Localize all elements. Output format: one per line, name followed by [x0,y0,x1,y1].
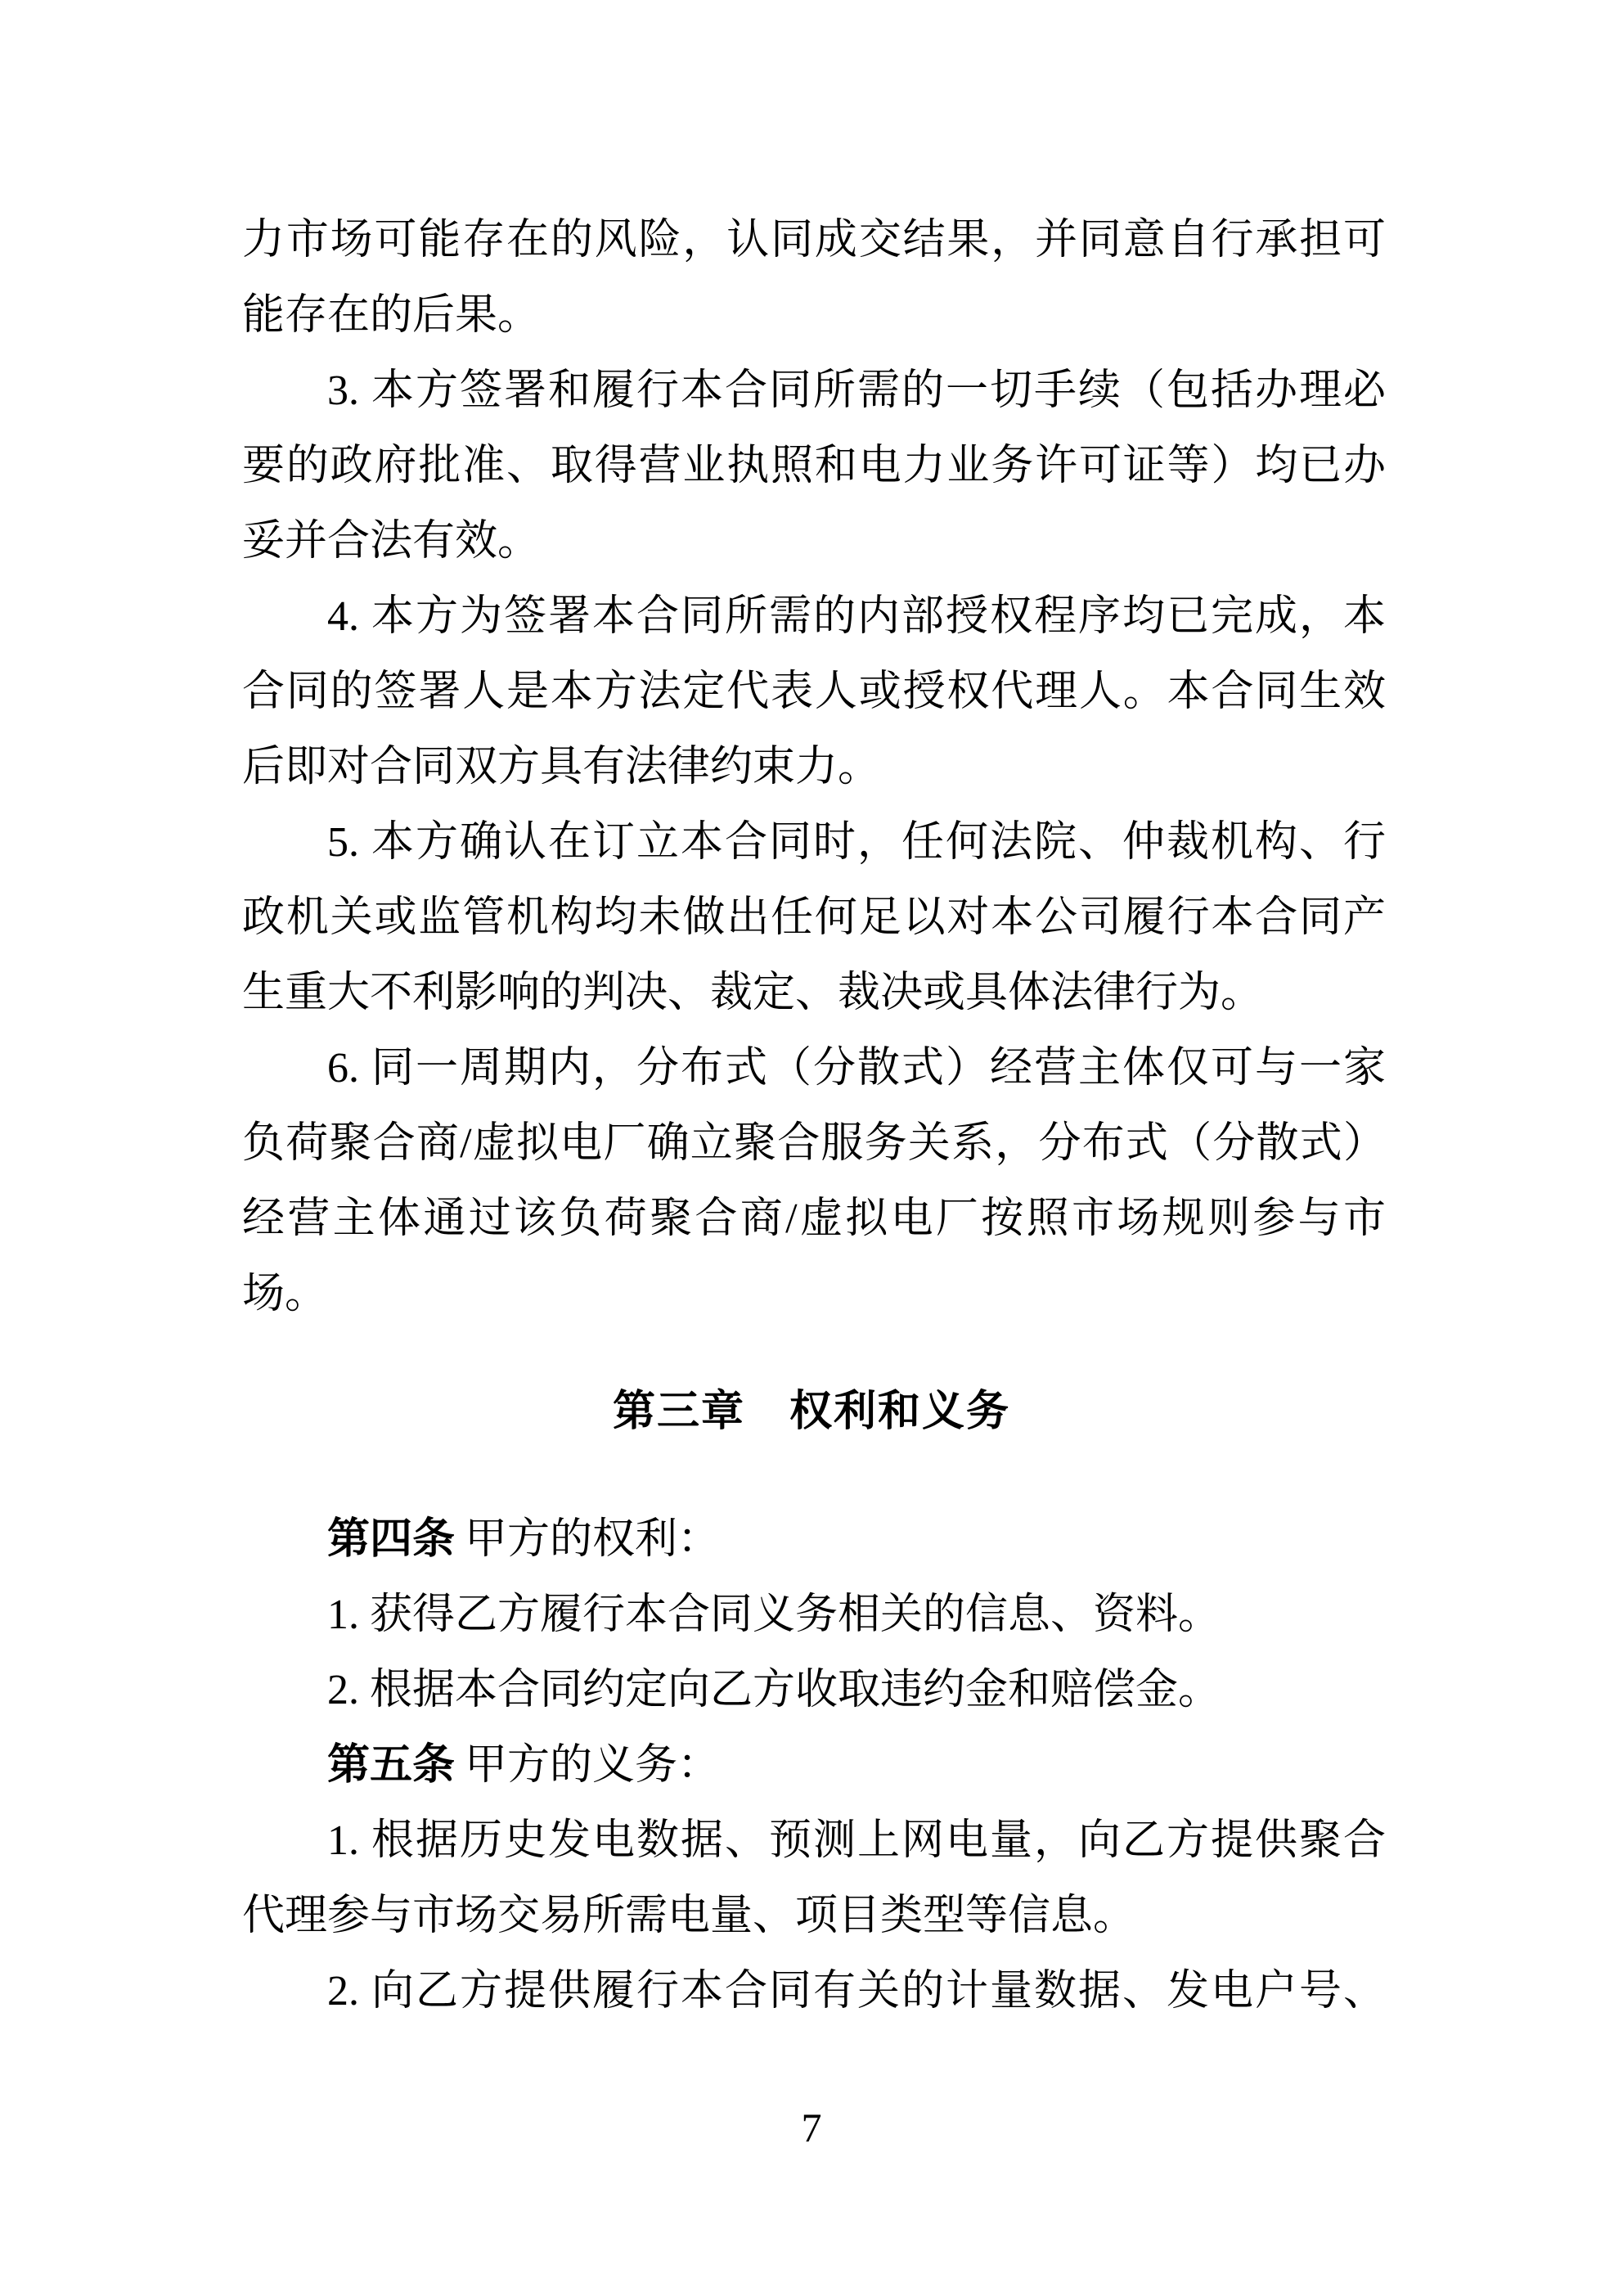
text-line: 后即对合同双方具有法律约束力。 [242,744,881,790]
text-line: 负荷聚合商/虚拟电厂确立聚合服务关系，分布式（分散式） [242,1120,1386,1167]
text-line: 力市场可能存在的风险，认同成交结果，并同意自行承担可 [242,217,1386,263]
body-text-top [242,203,1386,1332]
text-line: 4. 本方为签署本合同所需的内部授权程序均已完成，本 [327,593,1386,640]
article-number: 第五条 [327,1742,456,1789]
text-line: 2. 向乙方提供履行本合同有关的计量数据、发电户号、 [327,1968,1386,2015]
text-line: 能存在的后果。 [242,292,541,339]
text-line: 生重大不利影响的判决、裁定、裁决或具体法律行为。 [242,970,1264,1016]
article-number: 第四条 [327,1516,456,1563]
text-line: 3. 本方签署和履行本合同所需的一切手续（包括办理必 [327,367,1386,414]
text-line: 1. 获得乙方履行本合同义务相关的信息、资料。 [327,1591,1221,1638]
text-line: 第四条 甲方的权利： [327,1516,721,1563]
text-line: 妥并合法有效。 [242,518,541,565]
text-line: 5. 本方确认在订立本合同时，任何法院、仲裁机构、行 [327,819,1386,866]
body-text-bottom [242,1502,1386,2029]
text-line: 1. 根据历史发电数据、预测上网电量，向乙方提供聚合 [327,1817,1386,1864]
text-line: 政机关或监管机构均未做出任何足以对本公司履行本合同产 [242,894,1386,941]
chapter-heading: 第三章 权利和义务 [612,1389,1010,1435]
text-line: 合同的签署人是本方法定代表人或授权代理人。本合同生效 [242,669,1386,715]
text-line: 场。 [242,1271,328,1317]
text-line: 第五条 甲方的义务： [327,1742,721,1789]
page-number: 7 [801,2105,822,2150]
text-line: 要的政府批准、取得营业执照和电力业务许可证等）均已办 [242,443,1386,489]
text-line: 代理参与市场交易所需电量、项目类型等信息。 [242,1893,1136,1939]
text-line: 6. 同一周期内，分布式（分散式）经营主体仅可与一家 [327,1045,1386,1092]
text-line: 经营主体通过该负荷聚合商/虚拟电厂按照市场规则参与市 [242,1195,1386,1242]
text-line: 2. 根据本合同约定向乙方收取违约金和赔偿金。 [327,1667,1221,1713]
